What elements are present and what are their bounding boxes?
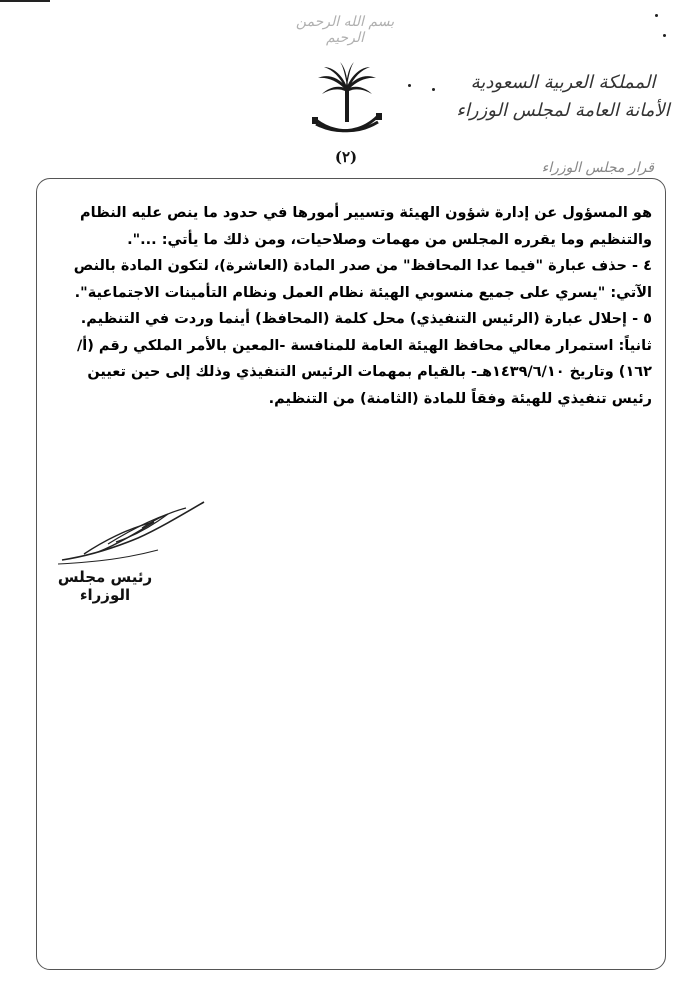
document-body [52,200,652,412]
letterhead [448,70,678,126]
letterhead-general-secretariat: الأمانة العامة لمجلس الوزراء [456,100,670,121]
basmala-text: بسم الله الرحمن الرحيم [295,14,395,46]
body-paragraph: ثانياً: استمرار معالي محافظ الهيئة العامة للمنافسة -المعين بالأمر الملكي رقم (أ/١٦٢) وتاريخ ١٤٣٩/٦/١٠هـ- بالقيام بمهمات الرئيس التنفيذي وذلك إلى حين تعيين رئيس تنفيذي للهيئة وفقاً للمادة (الثامنة) من التنظيم. [76,337,652,407]
decision-label: قرار مجلس الوزراء [536,160,660,176]
palm-and-crossed-swords-icon [310,62,384,140]
scan-speck [655,14,658,17]
scan-speck [663,34,666,37]
body-paragraph: ٥ - إحلال عبارة (الرئيس التنفيذي) محل كلمة (المحافظ) أينما وردت في التنظيم. [80,311,652,327]
top-edge-line [0,0,50,2]
letterhead-kingdom: المملكة العربية السعودية [470,72,656,93]
scan-speck [432,88,435,91]
scan-speck [408,84,411,87]
handwritten-signature [58,498,218,568]
body-paragraph: ٤ - حذف عبارة "فيما عدا المحافظ" من صدر المادة (العاشرة)، لتكون المادة بالنص الآتي: "يسري على جميع منسوبي الهيئة نظام العمل ونظام التأمينات الاجتماعية". [73,258,652,301]
page-number: (٢) [334,148,358,166]
signatory-title: رئيس مجلس الوزراء [57,568,153,604]
body-paragraph: هو المسؤول عن إدارة شؤون الهيئة وتسيير أمورها في حدود ما ينص عليه النظام والتنظيم وما يقرره المجلس من مهمات وصلاحيات، ومن ذلك ما يأتي: ...". [80,205,652,248]
